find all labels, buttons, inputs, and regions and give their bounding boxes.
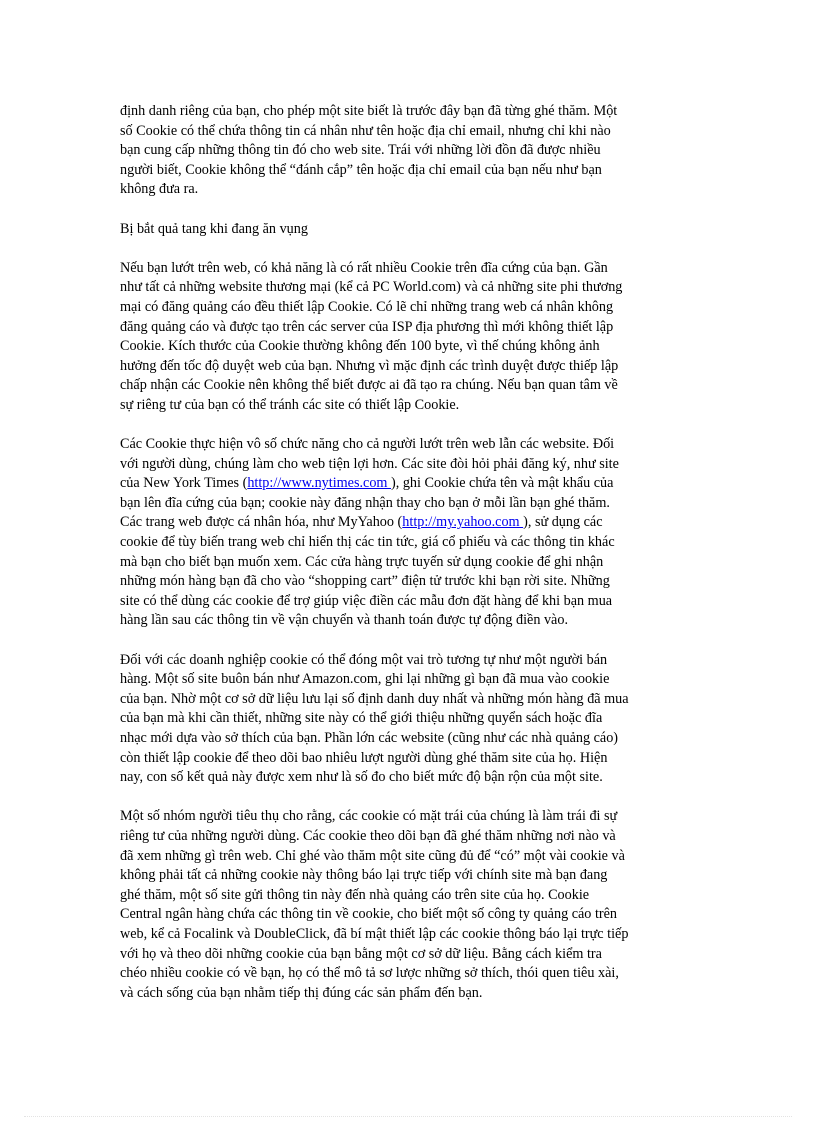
text-line: còn thiết lập cookie để theo dõi bao nhiêu lượt người dùng ghé thăm site của họ. Hiện [120,749,608,766]
text-line: hưởng đến tốc độ duyệt web của bạn. Nhưng vì mặc định các trình duyệt được thiếp lập [120,357,619,374]
text-line: đăng quảng cáo và được tạo trên các server của ISP địa phương thì mới không thiết lập [120,318,614,335]
paragraph [120,259,688,416]
text-line: số Cookie có thể chứa thông tin cá nhân như tên hoặc địa chỉ email, nhưng chỉ khi nào [120,122,611,139]
text-line: mà bạn cho biết bạn muốn xem. Các cửa hàng trực tuyến sử dụng cookie để ghi nhận [120,553,604,570]
url-link[interactable]: http://my.yahoo.com [402,514,524,531]
text-line: chéo nhiều cookie có về bạn, họ có thể mô tả sơ lược những sở thích, thói quen tiêu xài, [120,965,619,982]
url-link[interactable]: http://www.nytimes.com [247,475,392,492]
text-line: riêng tư của những người dùng. Các cookie theo dõi bạn đã ghé thăm những nơi nào và [120,827,616,844]
text-line: với họ và theo dõi những cookie của bạn bằng một cơ sở dữ liệu. Bằng cách kiểm tra [120,945,602,962]
text-line: không phải tất cả những cookie này thông báo lại trực tiếp với chính site mà bạn đang [120,867,608,884]
text-line: người biết, Cookie không thể “đánh cắp” tên hoặc địa chỉ email của bạn nếu như bạn [120,161,602,178]
text-line: như tất cả những website thương mại (kể cả PC World.com) và cả những site phi thương [120,279,623,296]
text-line: sự riêng tư của bạn có thể tránh các site có thiết lập Cookie. [120,396,460,413]
text-line: Cookie. Kích thước của Cookie thường không đến 100 byte, vì thế chúng không ảnh [120,338,600,355]
paragraph [120,651,688,788]
text-line: đã xem những gì trên web. Chỉ ghé vào thăm một site cũng đủ để “có” một vài cookie và [120,847,625,864]
text-line: và cách sống của bạn nhằm tiếp thị đúng các sản phẩm đến bạn. [120,984,483,1001]
paragraph [120,220,688,240]
text-line: của New York Times (http://www.nytimes.com ), ghi Cookie chứa tên và mật khẩu của [120,475,614,492]
text-line: site có thể dùng các cookie để trợ giúp việc điền các mẫu đơn đặt hàng để khi bạn mua [120,592,613,609]
text-line: hàng lần sau các thông tin về vận chuyển và thanh toán được tự động điền vào. [120,612,568,629]
text-line: của bạn. Nhờ một cơ sở dữ liệu lưu lại số định danh duy nhất và những món hàng đã mua [120,690,629,707]
text-line: web, kể cả Focalink và DoubleClick, đã bí mật thiết lập các cookie thông báo lại trực tiếp [120,925,629,942]
text-line: Nếu bạn lướt trên web, có khả năng là có rất nhiều Cookie trên đĩa cứng của bạn. Gần [120,259,608,276]
text-line: ghé thăm, một số site gửi thông tin này đến nhà quảng cáo trên site của họ. Cookie [120,886,590,903]
text-line: những món hàng bạn đã cho vào “shopping cart” điện tử trước khi bạn rời site. Những [120,573,610,590]
text-line: với người dùng, chúng làm cho web tiện lợi hơn. Các site đòi hỏi phải đăng ký, như site [120,455,619,472]
text-line: định danh riêng của bạn, cho phép một site biết là trước đây bạn đã từng ghé thăm. Một [120,103,618,119]
text-line: nay, con số kết quả này được xem như là số đo cho biết mức độ bận rộn của một site. [120,769,603,786]
text-line: cookie để tùy biến trang web chỉ hiển thị các tin tức, giá cổ phiếu và các thông tin khác [120,534,615,551]
text-line: hàng. Một số site buôn bán như Amazon.com, ghi lại những gì bạn đã mua vào cookie [120,671,610,688]
text-line: Đối với các doanh nghiệp cookie có thể đóng một vai trò tương tự như một người bán [120,651,608,668]
text-line: Các Cookie thực hiện vô số chức năng cho cả người lướt trên web lẫn các website. Đối [120,436,615,453]
text-line: Central ngân hàng chứa các thông tin về cookie, cho biết một số công ty quảng cáo trên [120,906,618,923]
text-line: không đưa ra. [120,181,199,198]
text-line: Bị bắt quả tang khi đang ăn vụng [120,220,308,237]
page-bottom-border [24,1116,792,1117]
text-line: bạn cung cấp những thông tin đó cho web site. Trái với những lời đồn đã được nhiều [120,142,601,159]
text-line: bạn lên đĩa cứng của bạn; cookie này đăng nhận thay cho bạn ở mỗi lần bạn ghé thăm. [120,494,610,511]
document-body [120,102,688,1023]
paragraph [120,807,688,1003]
text-line: Các trang web được cá nhân hóa, như MyYahoo (http://my.yahoo.com ), sử dụng các [120,514,603,531]
text-line: mại có đăng quảng cáo đều thiết lập Cookie. Có lẽ chỉ những trang web cá nhân không [120,298,614,315]
paragraph [120,102,688,200]
text-line: nhạc mới dựa vào sở thích của bạn. Phần lớn các website (cũng như các nhà quảng cáo) [120,730,619,746]
paragraph [120,435,688,631]
text-line: của bạn mà khi cần thiết, những site này có thể giới thiệu những quyển sách hoặc đĩa [120,710,603,727]
text-line: chấp nhận các Cookie nên không thể biết được ai đã tạo ra chúng. Nếu bạn quan tâm về [120,377,618,394]
text-line: Một số nhóm người tiêu thụ cho rằng, các cookie có mặt trái của chúng là làm trái đi sự [120,808,618,825]
